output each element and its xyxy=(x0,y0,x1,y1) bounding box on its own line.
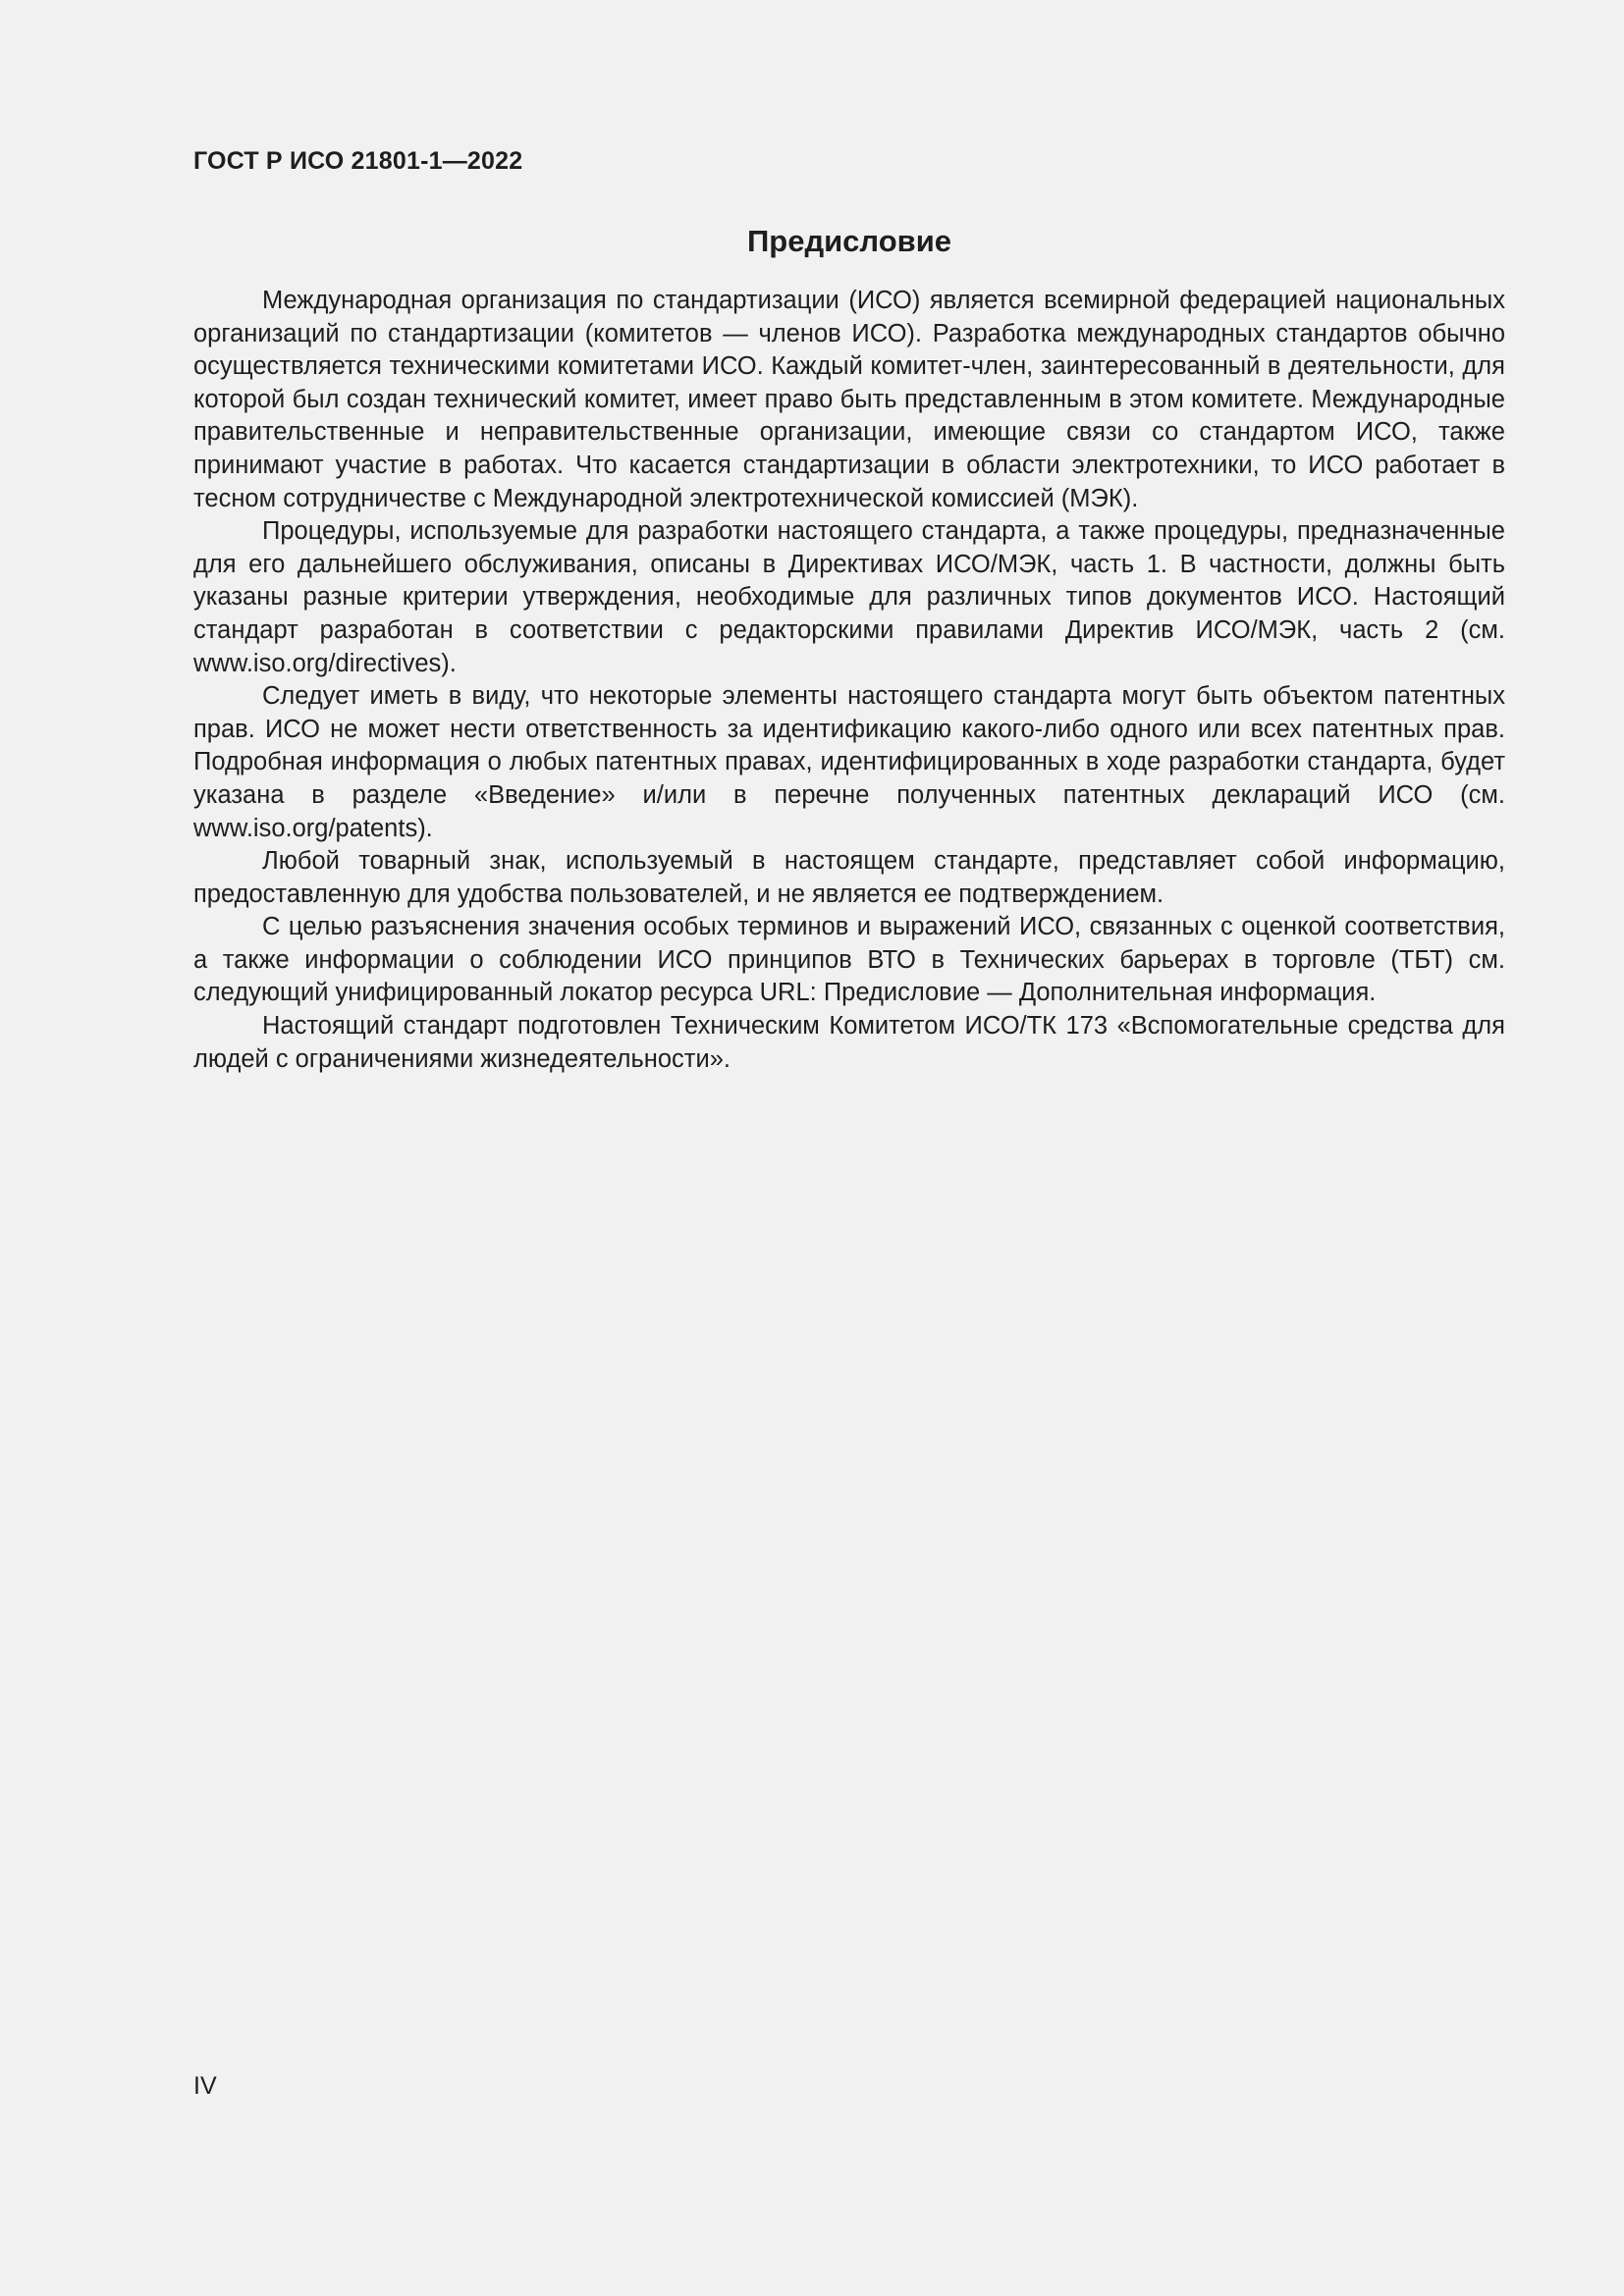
section-title: Предисловие xyxy=(746,224,951,258)
paragraph: Процедуры, используемые для разработки настоящего стандарта, а также процедуры, предназначенные для его дальнейшего обслуживания, описаны в Директивах ИСО/МЭК, часть 1. В частности, должны быть указаны разные критерии утверждения, необходимые для различных типов документов ИСО. Настоящий стандарт разработан в соответствии с редакторскими правилами Директив ИСО/МЭК, часть 2 (см. www.iso.org/directives). xyxy=(193,517,1505,677)
paragraph: Международная организация по стандартизации (ИСО) является всемирной федерацией национальных организаций по стандартизации (комитетов — членов ИСО). Разработка международных стандартов обычно осуществляется техническими комитетами ИСО. Каждый комитет-член, заинтересованный в деятельности, для которой был создан технический комитет, имеет право быть представленным в этом комитете. Международные правительственные и неправительственные организации, имеющие связи со стандартом ИСО, также принимают участие в работах. Что касается стандартизации в области электротехники, то ИСО работает в тесном сотрудничестве с Международной электротехнической комиссией (МЭК). xyxy=(193,287,1505,512)
page-number: IV xyxy=(193,2072,217,2100)
paragraph: Настоящий стандарт подготовлен Техническим Комитетом ИСО/ТК 173 «Вспомогательные средства для людей с ограничениями жизнедеятельности». xyxy=(193,1012,1505,1073)
paragraph: Следует иметь в виду, что некоторые элементы настоящего стандарта могут быть объектом патентных прав. ИСО не может нести ответственность за идентификацию какого-либо одного или всех патентных прав. Подробная информация о любых патентных правах, идентифицированных в ходе разработки стандарта, будет указана в разделе «Введение» и/или в перечне полученных патентных деклараций ИСО (см. www.iso.org/patents). xyxy=(193,682,1505,842)
paragraph: С целью разъяснения значения особых терминов и выражений ИСО, связанных с оценкой соответствия, а также информации о соблюдении ИСО принципов ВТО в Технических барьерах в торговле (ТБТ) см. следующий унифицированный локатор ресурса URL: Предисловие — Дополнительная информация. xyxy=(193,913,1505,1007)
foreword-body xyxy=(193,285,1505,1076)
paragraph: Любой товарный знак, используемый в настоящем стандарте, представляет собой информацию, предоставленную для удобства пользователей, и не является ее подтверждением. xyxy=(193,847,1505,908)
document-code-header: ГОСТ Р ИСО 21801-1—2022 xyxy=(193,147,523,175)
